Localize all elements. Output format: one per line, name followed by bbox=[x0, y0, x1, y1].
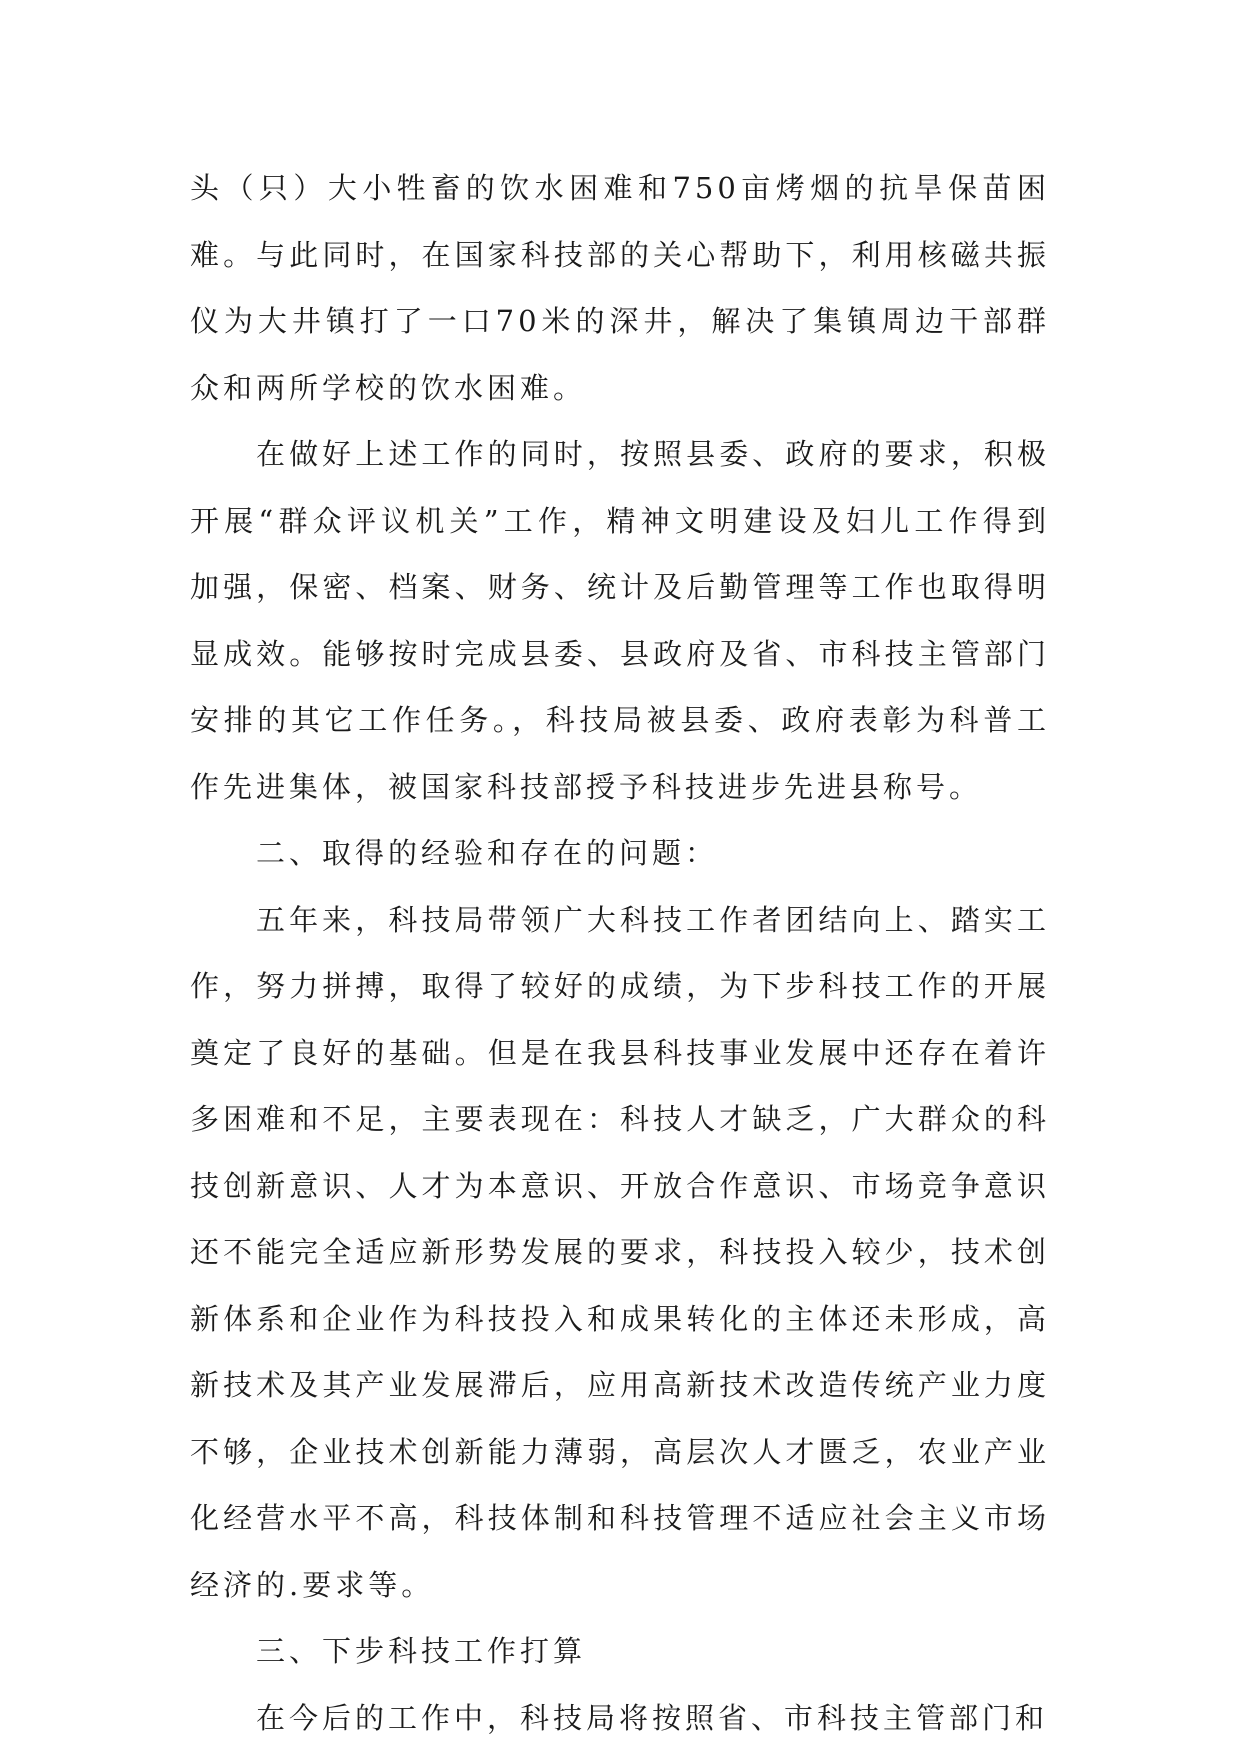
document-page bbox=[190, 155, 1050, 1751]
paragraph-continuation: 头（只）大小牲畜的饮水困难和750亩烤烟的抗旱保苗困难。与此同时，在国家科技部的关心帮助下，利用核磁共振仪为大井镇打了一口70米的深井，解决了集镇周边干部群众和两所学校的饮水困难。 bbox=[190, 171, 1050, 405]
section-heading-plans: 三、下步科技工作打算 bbox=[256, 1634, 587, 1668]
section-heading-experience: 二、取得的经验和存在的问题： bbox=[256, 836, 719, 870]
paragraph-plans-start: 在今后的工作中，科技局将按照省、市科技主管部门和 bbox=[256, 1700, 1049, 1735]
paragraph-problems: 五年来，科技局带领广大科技工作者团结向上、踏实工作，努力拼搏，取得了较好的成绩，为下步科技工作的开展奠定了良好的基础。但是在我县科技事业发展中还存在着许多困难和不足，主要表现在：科技人才缺乏，广大群众的科技创新意识、人才为本意识、开放合作意识、市场竞争意识还不能完全适应新形势发展的要求，科技投入较少，技术创新体系和企业作为科技投入和成果转化的主体还未形成，高新技术及其产业发展滞后，应用高新技术改造传统产业力度不够，企业技术创新能力薄弱，高层次人才匮乏，农业产业化经营水平不高，科技体制和科技管理不适应社会主义市场经济的.要求等。 bbox=[190, 902, 1050, 1602]
paragraph-work-summary: 在做好上述工作的同时，按照县委、政府的要求，积极开展“群众评议机关”工作，精神文明建设及妇儿工作得到加强，保密、档案、财务、统计及后勤管理等工作也取得明显成效。能够按时完成县委、县政府及省、市科技主管部门安排的其它工作任务。，科技局被县委、政府表彰为科普工作先进集体，被国家科技部授予科技进步先进县称号。 bbox=[190, 437, 1050, 804]
